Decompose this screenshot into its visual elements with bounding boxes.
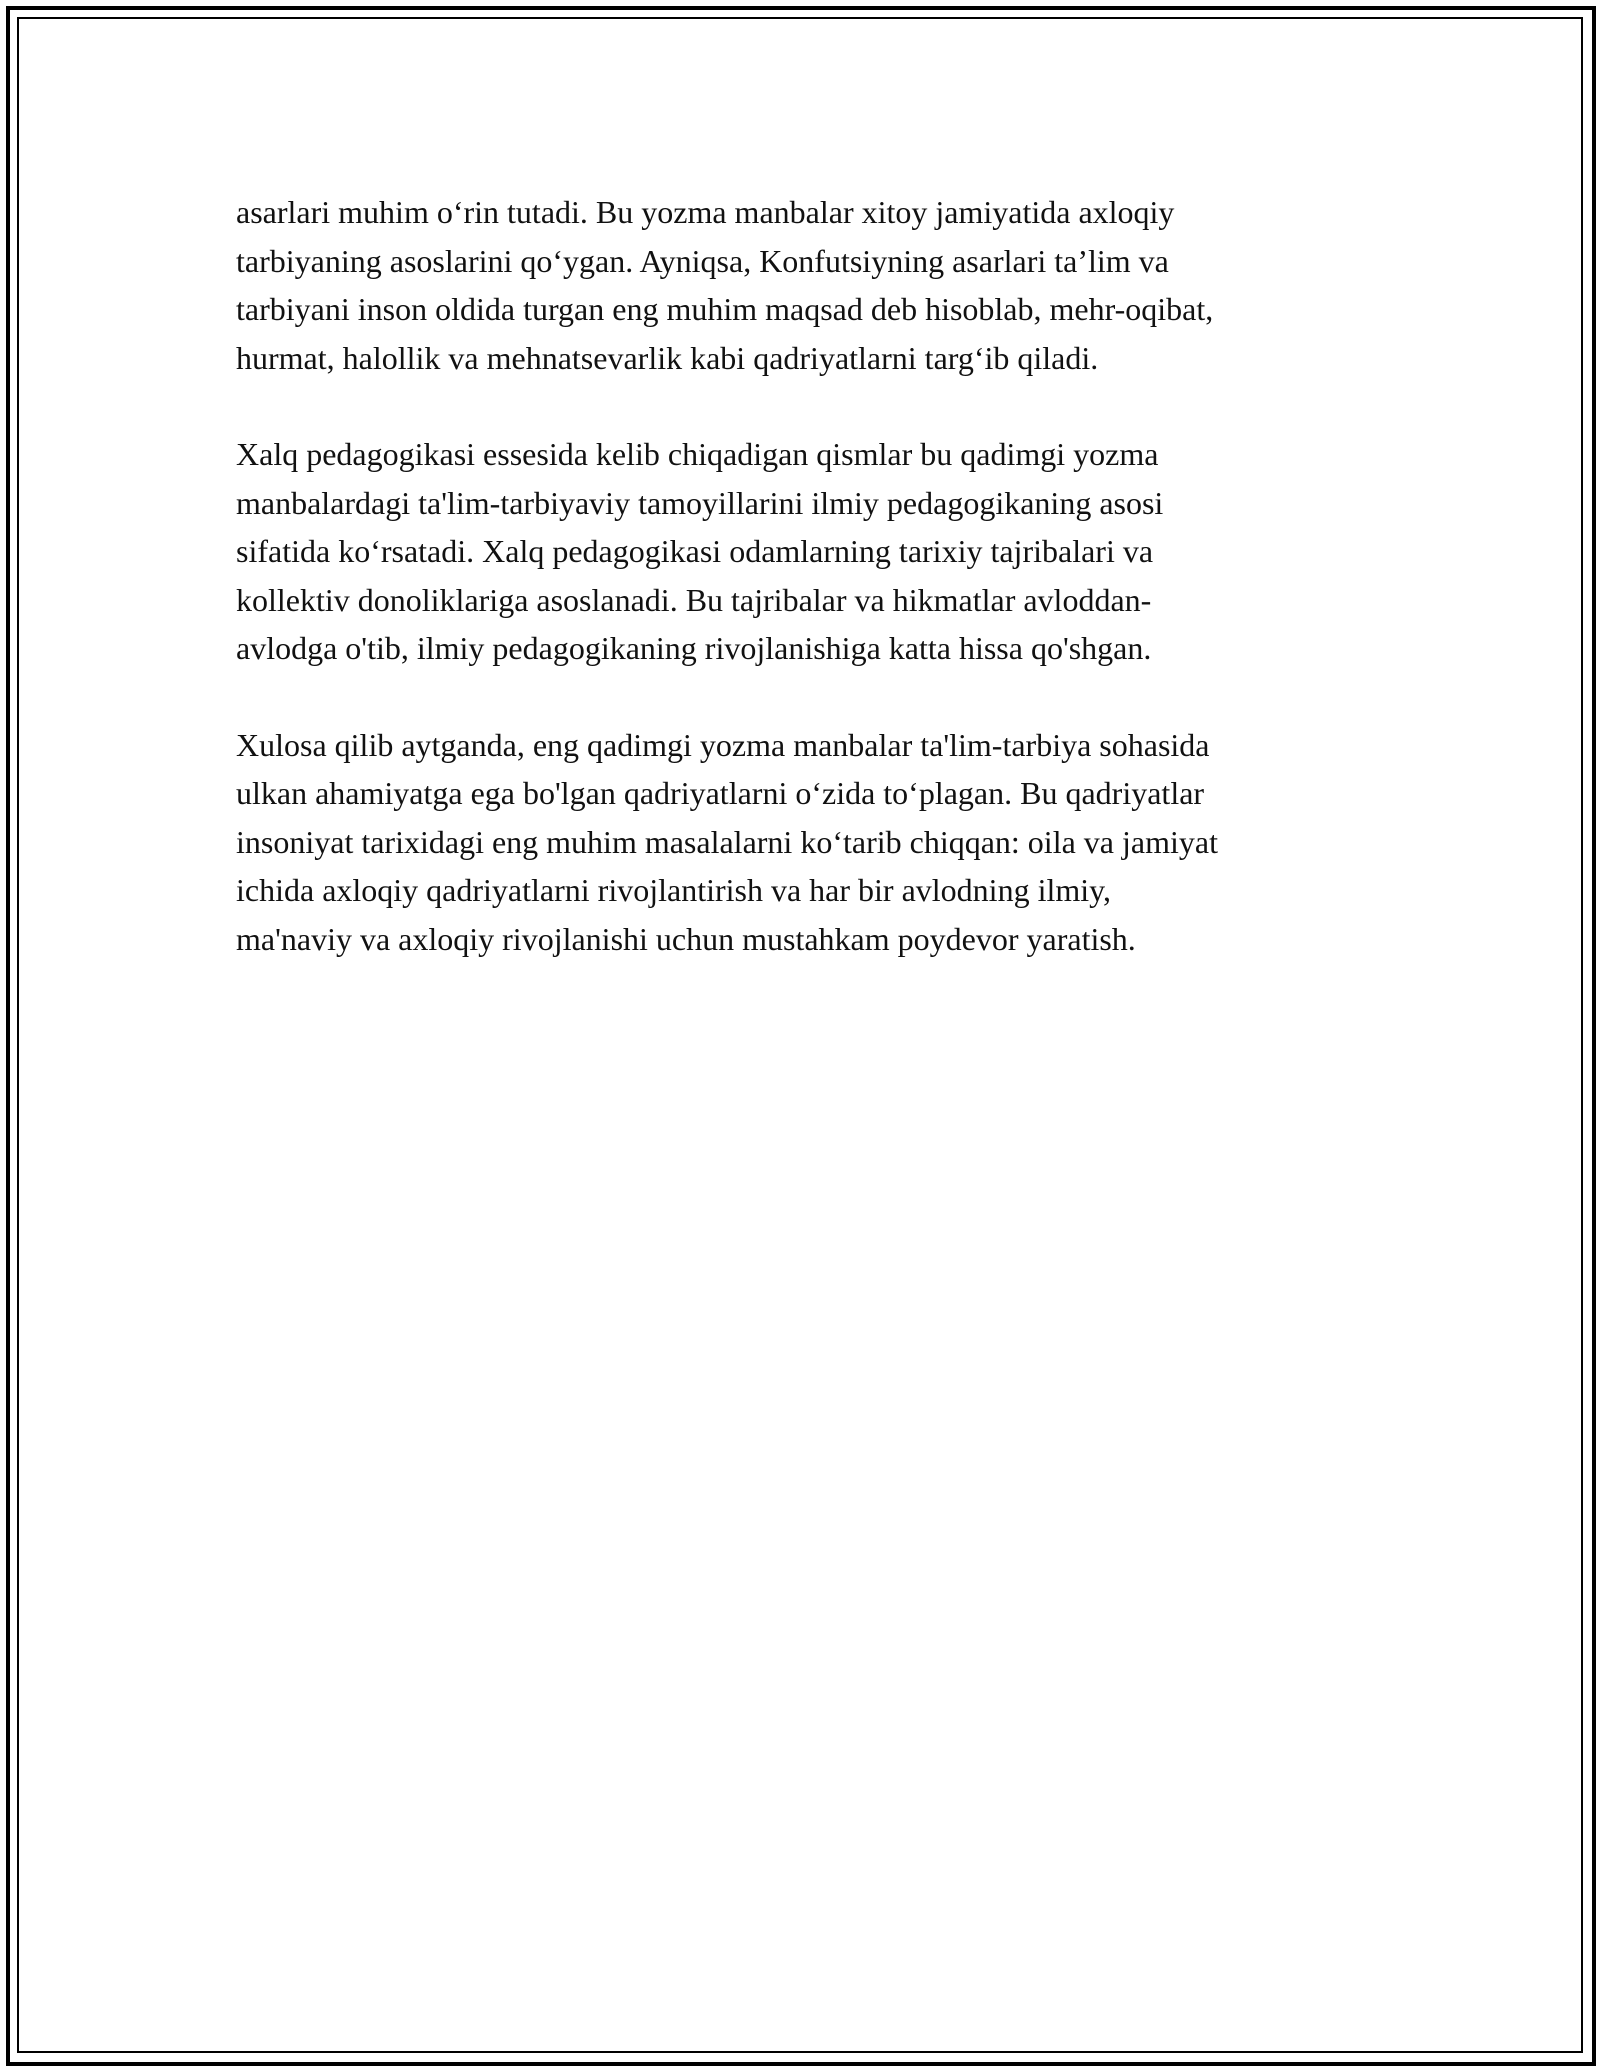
- text-line: ma'naviy va axloqiy rivojlanishi uchun mustahkam poydevor yaratish.: [236, 920, 1136, 957]
- text-line: insoniyat tarixidagi eng muhim masalalarni ko‘tarib chiqqan: oila va jamiyat: [236, 823, 1218, 860]
- text-line: Xalq pedagogikasi essesida kelib chiqadigan qismlar bu qadimgi yozma: [236, 436, 1159, 472]
- text-line: avlodga o'tib, ilmiy pedagogikaning rivojlanishiga katta hissa qo'shgan.: [236, 630, 1152, 666]
- document-body: [236, 188, 1376, 1011]
- text-line: ulkan ahamiyatga ega bo'lgan qadriyatlarni o‘zida to‘plagan. Bu qadriyatlar: [236, 775, 1205, 811]
- paragraph-1: [236, 188, 1376, 382]
- text-line: sifatida ko‘rsatadi. Xalq pedagogikasi odamlarning tarixiy tajribalari va: [236, 533, 1154, 569]
- text-line: manbalardagi ta'lim-tarbiyaviy tamoyillarini ilmiy pedagogikaning asosi: [236, 484, 1164, 521]
- text-line: hurmat, halollik va mehnatsevarlik kabi qadriyatlarni targ‘ib qiladi.: [236, 339, 1099, 376]
- text-line: ichida axloqiy qadriyatlarni rivojlantirish va har bir avlodning ilmiy,: [236, 872, 1112, 908]
- paragraph-3: [236, 721, 1376, 964]
- text-line: asarlari muhim o‘rin tutadi. Bu yozma manbalar xitoy jamiyatida axloqiy: [236, 194, 1175, 230]
- paragraph-2: [236, 430, 1376, 673]
- text-line: Xulosa qilib aytganda, eng qadimgi yozma manbalar ta'lim-tarbiya sohasida: [236, 726, 1210, 763]
- text-line: tarbiyani inson oldida turgan eng muhim maqsad deb hisoblab, mehr-oqibat,: [236, 291, 1214, 327]
- text-line: kollektiv donoliklariga asoslanadi. Bu tajribalar va hikmatlar avloddan-: [236, 581, 1152, 618]
- text-line: tarbiyaning asoslarini qo‘ygan. Ayniqsa, Konfutsiyning asarlari ta’lim va: [236, 242, 1169, 279]
